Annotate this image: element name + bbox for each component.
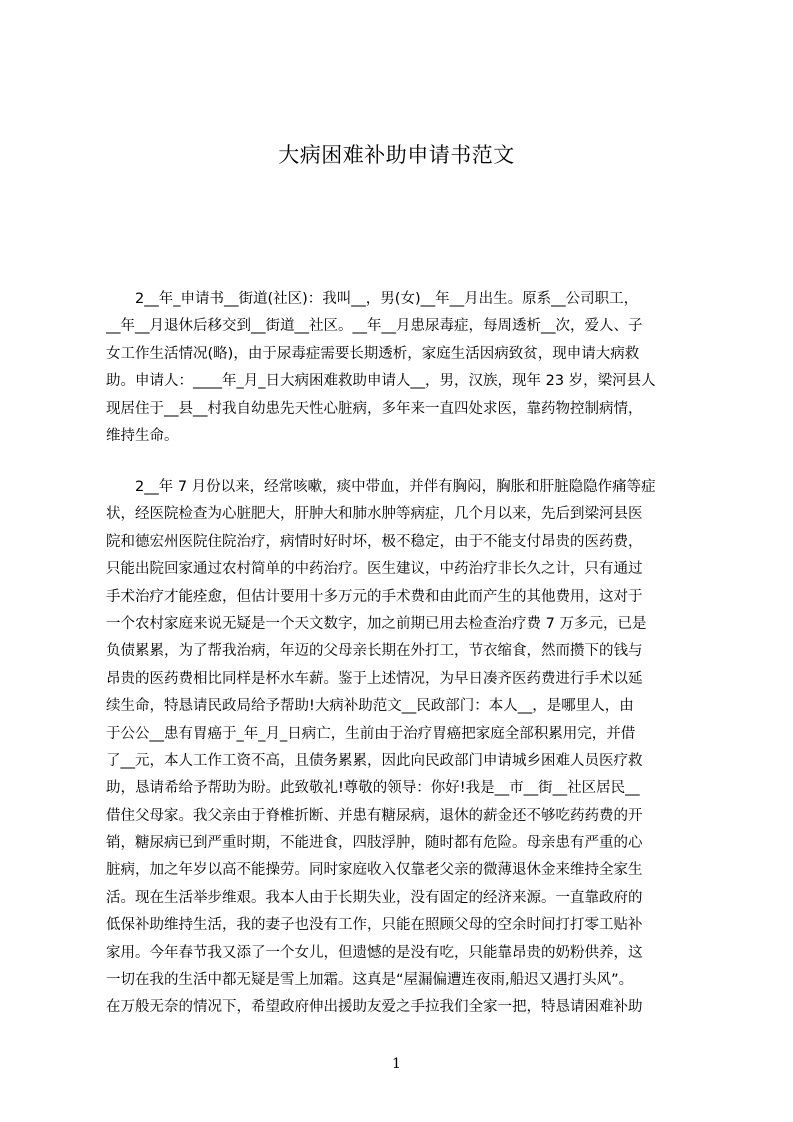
text-line: 一个农村家庭来说无疑是一个天文数字，加之前期已用去检查治疗费 7 万多元，已是 (106, 615, 647, 632)
text-line: 只能出院回家通过农村简单的中药治疗。医生建议，中药治疗非长久之计，只有通过 (106, 561, 643, 578)
text-line: __年__月退休后移交到__街道__社区。__年__月患尿毒症，每周透析__次，爱人、子 (106, 318, 643, 335)
paragraph-1 (106, 286, 698, 450)
text-line: 2__年 7 月份以来，经常咳嗽，痰中带血，并伴有胸闷，胸胀和肝脏隐隐作痛等症 (106, 479, 656, 495)
text-line: 销，糖尿病已到严重时期，不能进食，四肢浮肿，随时都有危险。母亲患有严重的心 (106, 835, 643, 852)
text-line: 一切在我的生活中都无疑是雪上加霜。这真是“屋漏偏遭连夜雨,船迟又遇打头风”。 (106, 972, 634, 989)
text-line: 活。现在生活举步维艰。我本人由于长期失业，没有固定的经济来源。一直靠政府的 (106, 889, 643, 906)
text-line: 家用。今年春节我又添了一个女儿，但遗憾的是没有吃，只能靠昂贵的奶粉供养，这 (106, 944, 643, 961)
paragraph-2 (106, 474, 698, 1022)
text-line: 低保补助维持生活，我的妻子也没有工作，只能在照顾父母的空余时间打打零工贴补 (106, 917, 643, 934)
text-line: 维持生命。 (106, 427, 179, 444)
page-number: 1 (392, 1056, 401, 1072)
text-line: 助，恳请希给予帮助为盼。此致敬礼!尊敬的领导：你好!我是__市__街__社区居民__ (106, 780, 640, 797)
text-line: 在万般无奈的情况下，希望政府伸出援助友爱之手拉我们全家一把，特恳请困难补助 (106, 999, 643, 1016)
text-line: 借住父母家。我父亲由于脊椎折断、并患有糖尿病，退休的薪金还不够吃药药费的开 (106, 807, 643, 824)
text-line: 助。申请人：____年_月_日大病困难救助申请人__，男，汉族，现年 23 岁，梁河县人 (106, 373, 656, 390)
text-line: 续生命，特恳请民政局给予帮助!大病补助范文__民政部门：本人__，是哪里人，由 (106, 698, 634, 715)
document-title: 大病困难补助申请书范文 (278, 143, 515, 167)
text-line: 2__年_申请书__街道(社区)：我叫__，男(女)__年__月出生。原系__公司职工， (106, 291, 639, 307)
text-line: 院和德宏州医院住院治疗，病情时好时坏，极不稳定，由于不能支付昂贵的医药费， (106, 533, 643, 550)
text-line: 状，经医院检查为心脏肥大，肝肿大和肺水肿等病症，几个月以来，先后到梁河县医 (106, 506, 643, 523)
text-line: 了__元，本人工作工资不高，且债务累累，因此向民政部门申请城乡困难人员医疗救 (106, 752, 643, 769)
text-line: 于公公__患有胃癌于_年_月_日病亡，生前由于治疗胃癌把家庭全部积累用完，并借 (106, 725, 636, 742)
text-line: 手术治疗才能痊愈，但估计要用十多万元的手术费和由此而产生的其他费用，这对于 (106, 588, 643, 605)
text-line: 昂贵的医药费相比同样是杯水车薪。鉴于上述情况，为早日凑齐医药费进行手术以延 (106, 670, 643, 687)
text-line: 现居住于__县__村我自幼患先天性心脏病，多年来一直四处求医，靠药物控制病情， (106, 400, 643, 417)
text-line: 女工作生活情况(略)，由于尿毒症需要长期透析，家庭生活因病致贫，现申请大病救 (106, 345, 640, 362)
text-line: 脏病，加之年岁以高不能操劳。同时家庭收入仅靠老父亲的微薄退休金来维持全家生 (106, 862, 643, 879)
text-line: 负债累累，为了帮我治病，年迈的父母亲长期在外打工，节衣缩食，然而攒下的钱与 (106, 643, 643, 660)
